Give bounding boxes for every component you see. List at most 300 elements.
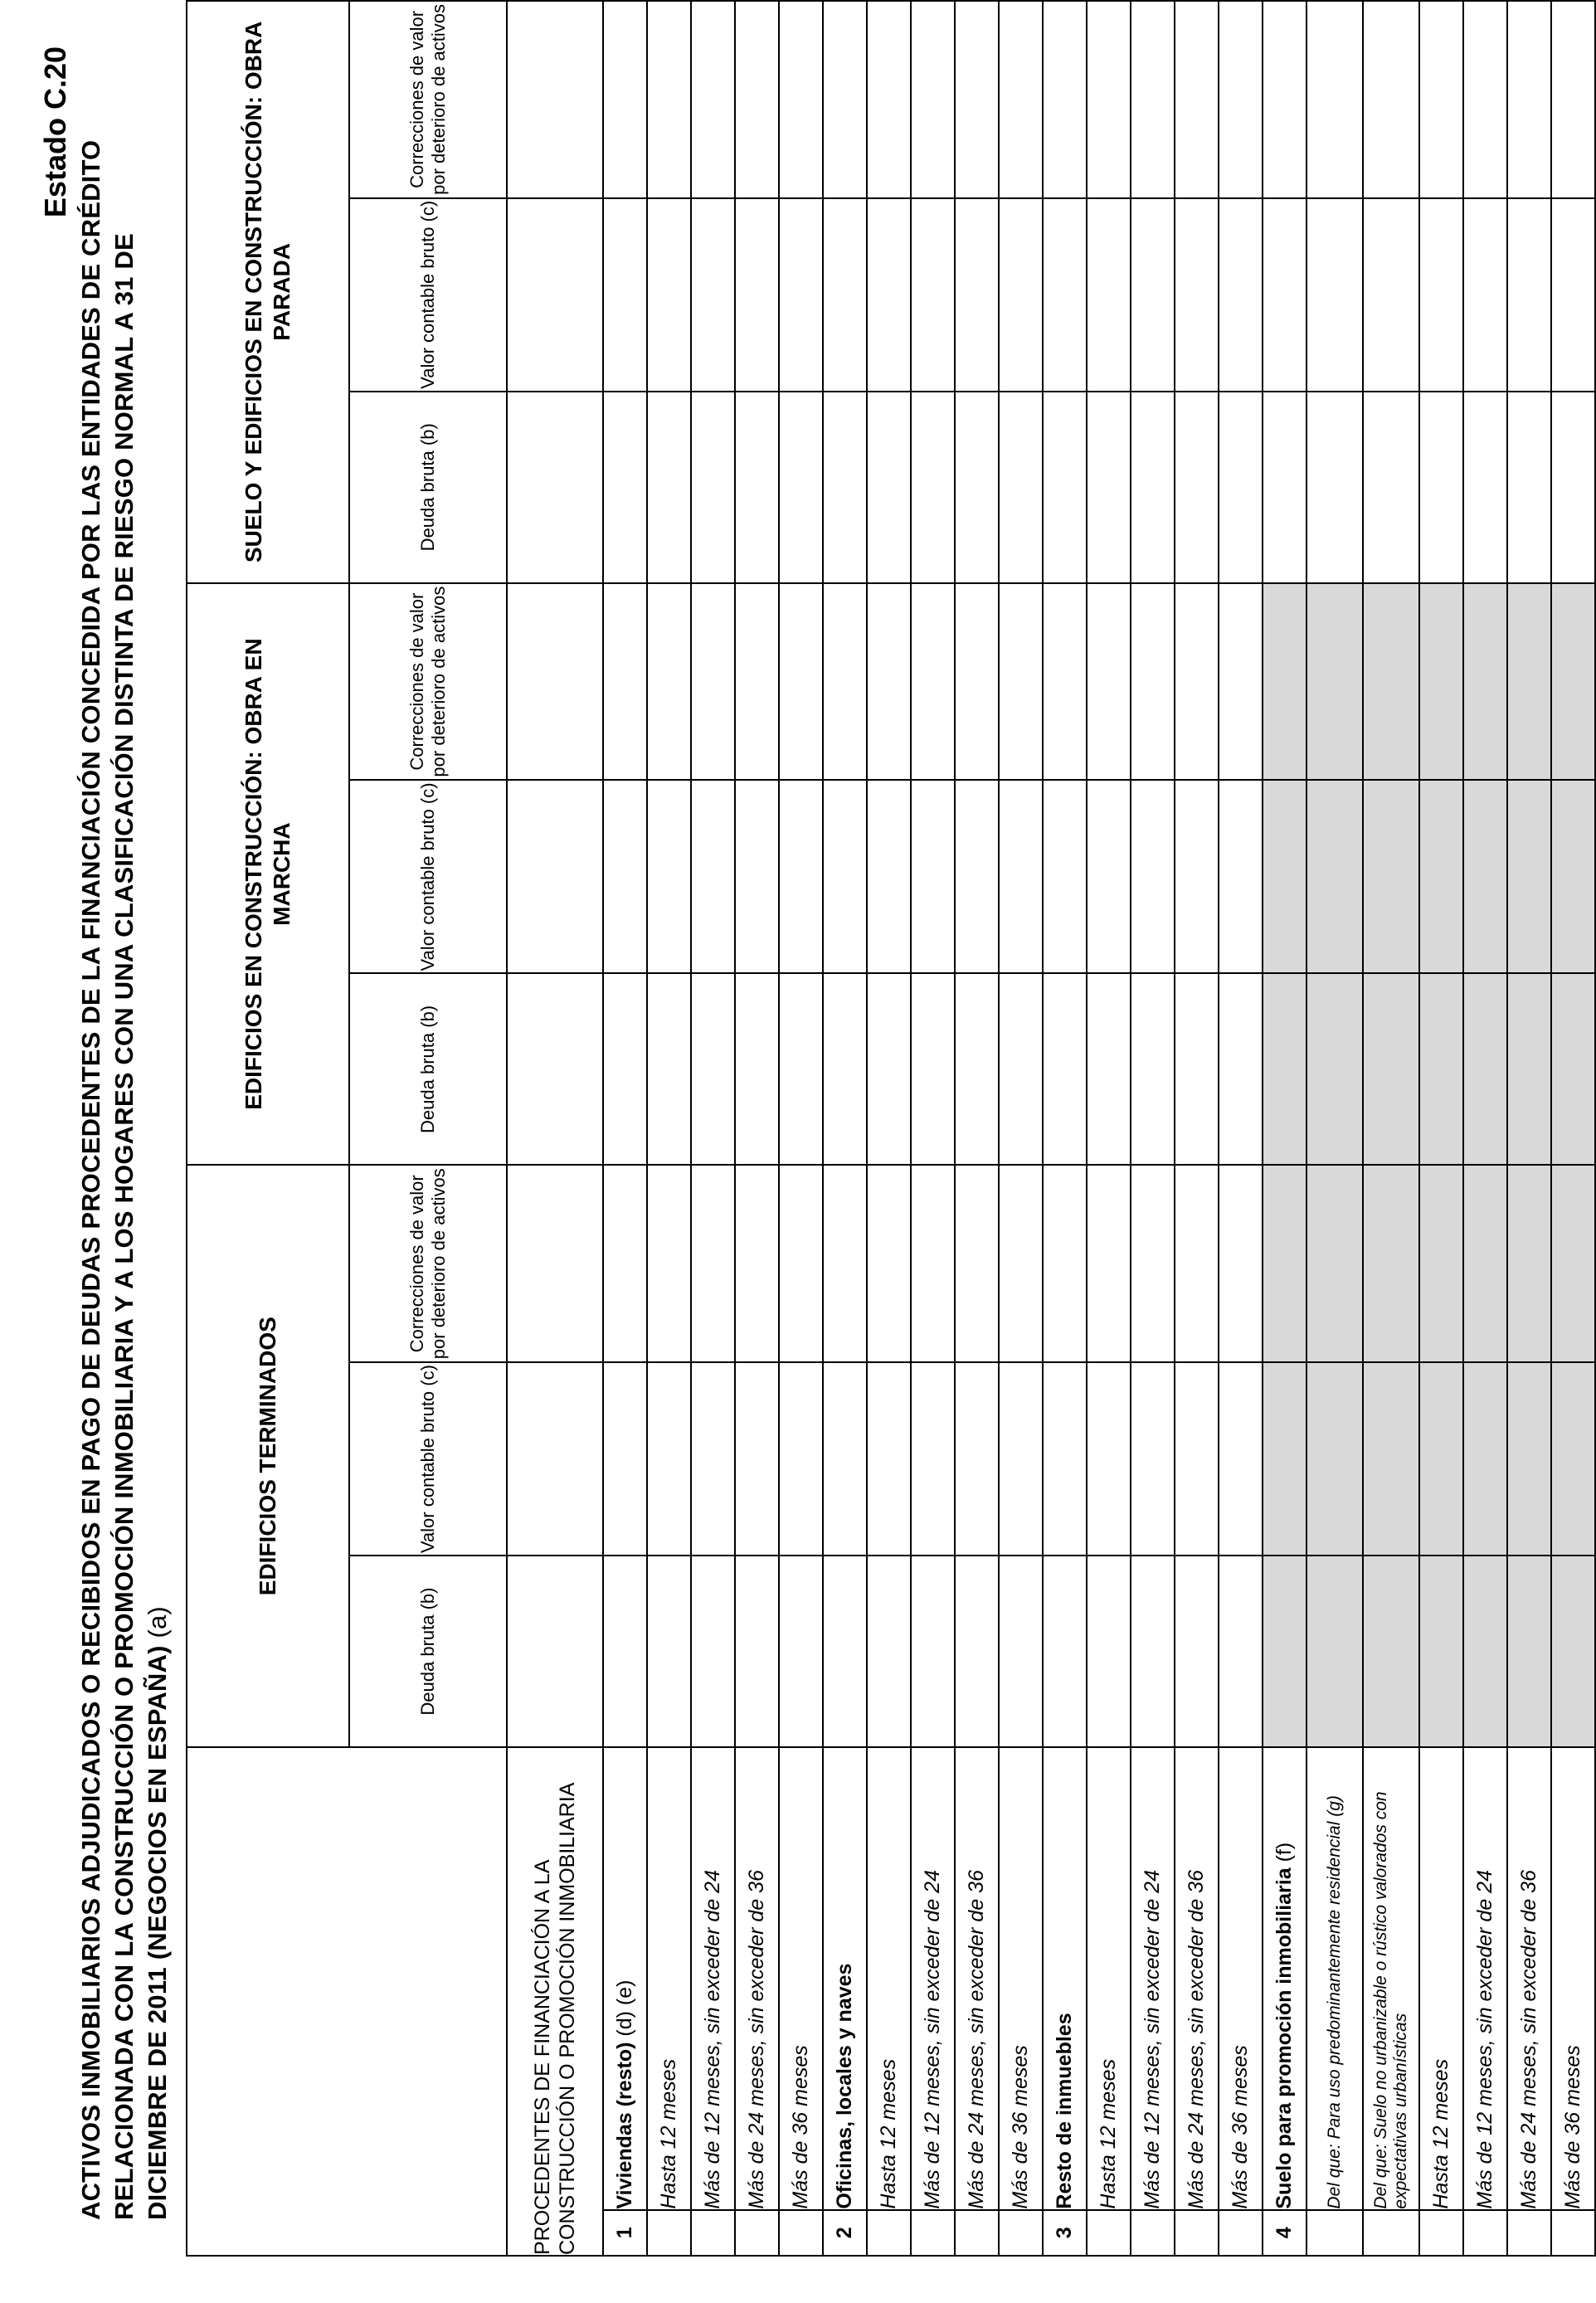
value-cell[interactable] bbox=[1219, 973, 1263, 1165]
value-cell[interactable] bbox=[999, 1362, 1043, 1556]
value-cell[interactable] bbox=[1463, 1362, 1507, 1556]
value-cell[interactable] bbox=[1087, 1, 1131, 198]
section-note: (d) (e) bbox=[613, 1979, 636, 2037]
value-cell[interactable] bbox=[507, 1, 603, 198]
value-cell[interactable] bbox=[955, 1556, 999, 1747]
row-label: Más de 12 meses, sin exceder de 24 bbox=[691, 1747, 735, 2210]
value-cell[interactable] bbox=[507, 1556, 603, 1747]
value-cell[interactable] bbox=[1263, 1165, 1306, 1362]
value-cell[interactable] bbox=[1175, 1362, 1219, 1556]
row-number bbox=[999, 2210, 1043, 2256]
table-row bbox=[1306, 1, 1363, 2256]
value-cell[interactable] bbox=[1507, 392, 1551, 583]
value-cell[interactable] bbox=[1263, 780, 1306, 973]
value-cell[interactable] bbox=[867, 1362, 911, 1556]
value-cell[interactable] bbox=[691, 1165, 735, 1362]
row-number bbox=[779, 2210, 823, 2256]
column-header: Correcciones de valor por deterioro de activos bbox=[349, 583, 507, 781]
title-main: ACTIVOS INMOBILIARIOS ADJUDICADOS O RECIBIDOS EN PAGO DE DEUDAS PROCEDENTES DE LA FINANCIACIÓN CONCEDIDA POR LAS ENTIDADES DE CRÉDITO RELACIONADA CON LA CONSTRUCCIÓN O PROMOCIÓN INMOBILIARIA Y A LOS HOGARES CON UNA CLASIFICACIÓN DISTINTA DE RIESGO NORMAL A 31 DE DICIEMBRE DE 2011 (NEGOCIOS EN ESPAÑA) bbox=[76, 139, 172, 2220]
value-cell[interactable] bbox=[1219, 780, 1263, 973]
row-label: Hasta 12 meses bbox=[1087, 1747, 1131, 2210]
value-cell[interactable] bbox=[999, 780, 1043, 973]
table-row bbox=[911, 1, 955, 2256]
value-cell[interactable] bbox=[955, 1362, 999, 1556]
value-cell[interactable] bbox=[1306, 1165, 1363, 1362]
table-row bbox=[999, 1, 1043, 2256]
value-cell[interactable] bbox=[1043, 392, 1087, 583]
value-cell[interactable] bbox=[1363, 1556, 1419, 1747]
value-cell[interactable] bbox=[1507, 1, 1551, 198]
value-cell[interactable] bbox=[1507, 583, 1551, 781]
value-cell[interactable] bbox=[1551, 973, 1595, 1165]
row-label: Hasta 12 meses bbox=[647, 1747, 691, 2210]
value-cell[interactable] bbox=[1087, 198, 1131, 392]
group-header: EDIFICIOS TERMINADOS bbox=[187, 1165, 349, 1747]
value-cell[interactable] bbox=[1463, 198, 1507, 392]
row-number bbox=[955, 2210, 999, 2256]
value-cell[interactable] bbox=[1551, 198, 1595, 392]
value-cell[interactable] bbox=[1131, 583, 1175, 781]
table-row bbox=[691, 1, 735, 2256]
value-cell[interactable] bbox=[1419, 1165, 1463, 1362]
column-header: Deuda bruta (b) bbox=[349, 392, 507, 583]
value-cell[interactable] bbox=[603, 392, 647, 583]
value-cell[interactable] bbox=[867, 973, 911, 1165]
row-label: PROCEDENTES DE FINANCIACIÓN A LA CONSTRUCCIÓN O PROMOCIÓN INMOBILIARIA bbox=[507, 1747, 603, 2256]
row-number bbox=[911, 2210, 955, 2256]
row-label bbox=[1263, 1747, 1306, 2210]
value-cell[interactable] bbox=[1087, 1362, 1131, 1556]
value-cell[interactable] bbox=[1087, 1165, 1131, 1362]
value-cell[interactable] bbox=[1419, 583, 1463, 781]
value-cell[interactable] bbox=[1219, 392, 1263, 583]
value-cell[interactable] bbox=[955, 780, 999, 973]
value-cell[interactable] bbox=[735, 1556, 779, 1747]
value-cell[interactable] bbox=[691, 1362, 735, 1556]
group-header: EDIFICIOS EN CONSTRUCCIÓN: OBRA EN MARCHA bbox=[187, 583, 349, 1166]
value-cell[interactable] bbox=[955, 1, 999, 198]
value-cell[interactable] bbox=[1219, 1165, 1263, 1362]
value-cell[interactable] bbox=[603, 780, 647, 973]
value-cell[interactable] bbox=[1306, 1556, 1363, 1747]
section-label: Suelo para promoción inmobiliaria bbox=[1272, 1867, 1296, 2209]
value-cell[interactable] bbox=[867, 780, 911, 973]
value-cell[interactable] bbox=[911, 973, 955, 1165]
row-number: 3 bbox=[1043, 2210, 1087, 2256]
value-cell[interactable] bbox=[1463, 392, 1507, 583]
table-row bbox=[867, 1, 911, 2256]
value-cell[interactable] bbox=[603, 583, 647, 781]
value-cell[interactable] bbox=[507, 1362, 603, 1556]
row-number bbox=[867, 2210, 911, 2256]
row-label: Más de 12 meses, sin exceder de 24 bbox=[1131, 1747, 1175, 2210]
value-cell[interactable] bbox=[691, 583, 735, 781]
value-cell[interactable] bbox=[1087, 392, 1131, 583]
value-cell[interactable] bbox=[647, 583, 691, 781]
value-cell[interactable] bbox=[691, 1, 735, 198]
value-cell[interactable] bbox=[1087, 780, 1131, 973]
row-number bbox=[1087, 2210, 1131, 2256]
value-cell[interactable] bbox=[911, 1362, 955, 1556]
value-cell[interactable] bbox=[823, 1165, 867, 1362]
value-cell[interactable] bbox=[647, 1, 691, 198]
value-cell[interactable] bbox=[1363, 392, 1419, 583]
value-cell[interactable] bbox=[1507, 780, 1551, 973]
value-cell[interactable] bbox=[1263, 1556, 1306, 1747]
row-label: Del que: Para uso predominantemente residencial (g) bbox=[1306, 1747, 1363, 2210]
value-cell[interactable] bbox=[603, 1556, 647, 1747]
table-row bbox=[1551, 1, 1595, 2256]
row-label: Más de 24 meses, sin exceder de 36 bbox=[1507, 1747, 1551, 2210]
value-cell[interactable] bbox=[1551, 583, 1595, 781]
row-label: Más de 36 meses bbox=[779, 1747, 823, 2210]
value-cell[interactable] bbox=[1175, 198, 1219, 392]
value-cell[interactable] bbox=[779, 583, 823, 781]
value-cell[interactable] bbox=[1419, 1362, 1463, 1556]
value-cell[interactable] bbox=[999, 973, 1043, 1165]
table-row bbox=[955, 1, 999, 2256]
table-row bbox=[735, 1, 779, 2256]
value-cell[interactable] bbox=[1043, 1362, 1087, 1556]
table-row bbox=[1175, 1, 1219, 2256]
value-cell[interactable] bbox=[1263, 1, 1306, 198]
column-header: Correcciones de valor por deterioro de activos bbox=[349, 1, 507, 198]
value-cell[interactable] bbox=[999, 583, 1043, 781]
value-cell[interactable] bbox=[1043, 1556, 1087, 1747]
table-row bbox=[823, 1, 867, 2256]
title-note: (a) bbox=[143, 1606, 172, 1638]
value-cell[interactable] bbox=[911, 1165, 955, 1362]
row-label: Más de 36 meses bbox=[1551, 1747, 1595, 2210]
value-cell[interactable] bbox=[1219, 1556, 1263, 1747]
value-cell[interactable] bbox=[507, 1165, 603, 1362]
value-cell[interactable] bbox=[867, 392, 911, 583]
value-cell[interactable] bbox=[1507, 1165, 1551, 1362]
value-cell[interactable] bbox=[735, 973, 779, 1165]
value-cell[interactable] bbox=[735, 1, 779, 198]
value-cell[interactable] bbox=[1219, 1362, 1263, 1556]
value-cell[interactable] bbox=[1507, 973, 1551, 1165]
value-cell[interactable] bbox=[823, 1556, 867, 1747]
value-cell[interactable] bbox=[1175, 780, 1219, 973]
value-cell[interactable] bbox=[1306, 198, 1363, 392]
value-cell[interactable] bbox=[1087, 1556, 1131, 1747]
section-label: Viviendas (resto) bbox=[613, 2042, 636, 2209]
row-label: Hasta 12 meses bbox=[867, 1747, 911, 2210]
value-cell[interactable] bbox=[1551, 392, 1595, 583]
value-cell[interactable] bbox=[735, 583, 779, 781]
value-cell[interactable] bbox=[603, 1165, 647, 1362]
value-cell[interactable] bbox=[1175, 1165, 1219, 1362]
value-cell[interactable] bbox=[911, 198, 955, 392]
value-cell[interactable] bbox=[1131, 973, 1175, 1165]
value-cell[interactable] bbox=[1175, 973, 1219, 1165]
value-cell[interactable] bbox=[1363, 198, 1419, 392]
table-row bbox=[1419, 1, 1463, 2256]
row-label: Más de 24 meses, sin exceder de 36 bbox=[1175, 1747, 1219, 2210]
value-cell[interactable] bbox=[1551, 1, 1595, 198]
value-cell[interactable] bbox=[603, 973, 647, 1165]
row-label bbox=[1043, 1747, 1087, 2210]
value-cell[interactable] bbox=[911, 583, 955, 781]
row-number bbox=[647, 2210, 691, 2256]
table-row bbox=[779, 1, 823, 2256]
value-cell[interactable] bbox=[779, 392, 823, 583]
value-cell[interactable] bbox=[911, 780, 955, 973]
value-cell[interactable] bbox=[867, 1, 911, 198]
table-row bbox=[1043, 1, 1087, 2256]
value-cell[interactable] bbox=[1463, 780, 1507, 973]
value-cell[interactable] bbox=[1419, 198, 1463, 392]
row-label: Más de 36 meses bbox=[999, 1747, 1043, 2210]
value-cell[interactable] bbox=[691, 392, 735, 583]
value-cell[interactable] bbox=[603, 1362, 647, 1556]
value-cell[interactable] bbox=[1419, 1, 1463, 198]
value-cell[interactable] bbox=[1306, 780, 1363, 973]
table-row bbox=[1131, 1, 1175, 2256]
table-body bbox=[507, 1, 1595, 2256]
value-cell[interactable] bbox=[1463, 1556, 1507, 1747]
value-cell[interactable] bbox=[823, 1362, 867, 1556]
value-cell[interactable] bbox=[647, 1362, 691, 1556]
data-table bbox=[186, 0, 1596, 2257]
table-row bbox=[1263, 1, 1306, 2256]
value-cell[interactable] bbox=[1306, 1, 1363, 198]
value-cell[interactable] bbox=[1507, 1362, 1551, 1556]
value-cell[interactable] bbox=[1507, 1556, 1551, 1747]
table-row bbox=[1087, 1, 1131, 2256]
value-cell[interactable] bbox=[1551, 780, 1595, 973]
row-label: Del que: Suelo no urbanizable o rústico valorados con expectativas urbanísticas bbox=[1363, 1747, 1419, 2210]
value-cell[interactable] bbox=[1131, 1556, 1175, 1747]
row-number bbox=[1306, 2210, 1363, 2256]
value-cell[interactable] bbox=[1131, 1, 1175, 198]
value-cell[interactable] bbox=[1463, 1165, 1507, 1362]
table-row bbox=[1507, 1, 1551, 2256]
row-number bbox=[1363, 2210, 1419, 2256]
value-cell[interactable] bbox=[1043, 973, 1087, 1165]
value-cell[interactable] bbox=[735, 1362, 779, 1556]
row-number bbox=[691, 2210, 735, 2256]
value-cell[interactable] bbox=[955, 973, 999, 1165]
value-cell[interactable] bbox=[1131, 198, 1175, 392]
value-cell[interactable] bbox=[1463, 1, 1507, 198]
value-cell[interactable] bbox=[911, 1, 955, 198]
column-header: Deuda bruta (b) bbox=[349, 973, 507, 1165]
value-cell[interactable] bbox=[1263, 583, 1306, 781]
value-cell[interactable] bbox=[647, 1556, 691, 1747]
row-number bbox=[1507, 2210, 1551, 2256]
value-cell[interactable] bbox=[999, 1, 1043, 198]
value-cell[interactable] bbox=[1463, 583, 1507, 781]
group-header: SUELO Y EDIFICIOS EN CONSTRUCCIÓN: OBRA PARADA bbox=[187, 1, 349, 583]
value-cell[interactable] bbox=[1175, 1, 1219, 198]
section-label: Oficinas, locales y naves bbox=[833, 1963, 856, 2209]
value-cell[interactable] bbox=[1043, 583, 1087, 781]
value-cell[interactable] bbox=[955, 198, 999, 392]
column-header: Correcciones de valor por deterioro de activos bbox=[349, 1165, 507, 1362]
value-cell[interactable] bbox=[1306, 392, 1363, 583]
table-row bbox=[603, 1, 647, 2256]
value-cell[interactable] bbox=[647, 1165, 691, 1362]
table-row bbox=[1463, 1, 1507, 2256]
value-cell[interactable] bbox=[999, 392, 1043, 583]
value-cell[interactable] bbox=[1363, 1362, 1419, 1556]
value-cell[interactable] bbox=[867, 1556, 911, 1747]
value-cell[interactable] bbox=[823, 392, 867, 583]
value-cell[interactable] bbox=[1306, 583, 1363, 781]
value-cell[interactable] bbox=[1043, 1, 1087, 198]
value-cell[interactable] bbox=[779, 973, 823, 1165]
value-cell[interactable] bbox=[603, 1, 647, 198]
value-cell[interactable] bbox=[1463, 973, 1507, 1165]
row-label: Hasta 12 meses bbox=[1419, 1747, 1463, 2210]
value-cell[interactable] bbox=[867, 1165, 911, 1362]
value-cell[interactable] bbox=[999, 1556, 1043, 1747]
value-cell[interactable] bbox=[647, 392, 691, 583]
value-cell[interactable] bbox=[647, 198, 691, 392]
column-header: Valor contable bruto (c) bbox=[349, 198, 507, 392]
value-cell[interactable] bbox=[955, 392, 999, 583]
row-label bbox=[603, 1747, 647, 2210]
value-cell[interactable] bbox=[867, 583, 911, 781]
value-cell[interactable] bbox=[1363, 973, 1419, 1165]
row-number bbox=[1131, 2210, 1175, 2256]
value-cell[interactable] bbox=[911, 1556, 955, 1747]
row-number: 2 bbox=[823, 2210, 867, 2256]
value-cell[interactable] bbox=[1419, 780, 1463, 973]
value-cell[interactable] bbox=[779, 198, 823, 392]
value-cell[interactable] bbox=[1363, 583, 1419, 781]
value-cell[interactable] bbox=[691, 1556, 735, 1747]
value-cell[interactable] bbox=[911, 392, 955, 583]
value-cell[interactable] bbox=[735, 392, 779, 583]
value-cell[interactable] bbox=[1363, 1, 1419, 198]
value-cell[interactable] bbox=[1419, 1556, 1463, 1747]
value-cell[interactable] bbox=[735, 198, 779, 392]
row-number bbox=[1419, 2210, 1463, 2256]
value-cell[interactable] bbox=[1419, 973, 1463, 1165]
value-cell[interactable] bbox=[779, 780, 823, 973]
value-cell[interactable] bbox=[1419, 392, 1463, 583]
row-number bbox=[1463, 2210, 1507, 2256]
section-note: (f) bbox=[1272, 1842, 1296, 1862]
value-cell[interactable] bbox=[603, 198, 647, 392]
value-cell[interactable] bbox=[1363, 1165, 1419, 1362]
value-cell[interactable] bbox=[1131, 780, 1175, 973]
value-cell[interactable] bbox=[823, 1, 867, 198]
row-number bbox=[735, 2210, 779, 2256]
value-cell[interactable] bbox=[507, 973, 603, 1165]
header-corner bbox=[187, 1747, 507, 2256]
row-label: Más de 12 meses, sin exceder de 24 bbox=[911, 1747, 955, 2210]
value-cell[interactable] bbox=[1551, 1556, 1595, 1747]
value-cell[interactable] bbox=[999, 198, 1043, 392]
value-cell[interactable] bbox=[779, 1165, 823, 1362]
value-cell[interactable] bbox=[1087, 973, 1131, 1165]
value-cell[interactable] bbox=[955, 583, 999, 781]
value-cell[interactable] bbox=[1043, 1165, 1087, 1362]
value-cell[interactable] bbox=[1175, 1556, 1219, 1747]
value-cell[interactable] bbox=[779, 1362, 823, 1556]
value-cell[interactable] bbox=[1263, 392, 1306, 583]
value-cell[interactable] bbox=[1219, 583, 1263, 781]
value-cell[interactable] bbox=[1306, 973, 1363, 1165]
value-cell[interactable] bbox=[999, 1165, 1043, 1362]
value-cell[interactable] bbox=[735, 780, 779, 973]
value-cell[interactable] bbox=[507, 583, 603, 781]
row-number: 4 bbox=[1263, 2210, 1306, 2256]
value-cell[interactable] bbox=[691, 973, 735, 1165]
value-cell[interactable] bbox=[1043, 198, 1087, 392]
value-cell[interactable] bbox=[1131, 1362, 1175, 1556]
value-cell[interactable] bbox=[735, 1165, 779, 1362]
value-cell[interactable] bbox=[1363, 780, 1419, 973]
row-number: 1 bbox=[603, 2210, 647, 2256]
row-label: Más de 36 meses bbox=[1219, 1747, 1263, 2210]
value-cell[interactable] bbox=[1175, 392, 1219, 583]
value-cell[interactable] bbox=[647, 780, 691, 973]
row-number bbox=[1219, 2210, 1263, 2256]
value-cell[interactable] bbox=[1306, 1362, 1363, 1556]
value-cell[interactable] bbox=[955, 1165, 999, 1362]
value-cell[interactable] bbox=[823, 973, 867, 1165]
value-cell[interactable] bbox=[1263, 1362, 1306, 1556]
value-cell[interactable] bbox=[867, 198, 911, 392]
statement-code: Estado C.20 bbox=[38, 46, 72, 218]
value-cell[interactable] bbox=[1043, 780, 1087, 973]
value-cell[interactable] bbox=[1131, 1165, 1175, 1362]
table-row bbox=[1219, 1, 1263, 2256]
value-cell[interactable] bbox=[823, 780, 867, 973]
value-cell[interactable] bbox=[1551, 1165, 1595, 1362]
value-cell[interactable] bbox=[647, 973, 691, 1165]
value-cell[interactable] bbox=[1219, 198, 1263, 392]
value-cell[interactable] bbox=[779, 1556, 823, 1747]
column-header: Deuda bruta (b) bbox=[349, 1556, 507, 1747]
value-cell[interactable] bbox=[1263, 973, 1306, 1165]
value-cell[interactable] bbox=[1219, 1, 1263, 198]
value-cell[interactable] bbox=[1551, 1362, 1595, 1556]
table-row bbox=[507, 1, 603, 2256]
row-label: Más de 12 meses, sin exceder de 24 bbox=[1463, 1747, 1507, 2210]
value-cell[interactable] bbox=[507, 198, 603, 392]
table-row bbox=[647, 1, 691, 2256]
value-cell[interactable] bbox=[507, 780, 603, 973]
row-number bbox=[1551, 2210, 1595, 2256]
value-cell[interactable] bbox=[1087, 583, 1131, 781]
value-cell[interactable] bbox=[1507, 198, 1551, 392]
row-number bbox=[1175, 2210, 1219, 2256]
value-cell[interactable] bbox=[1131, 392, 1175, 583]
column-header: Valor contable bruto (c) bbox=[349, 780, 507, 973]
value-cell[interactable] bbox=[779, 1, 823, 198]
value-cell[interactable] bbox=[507, 392, 603, 583]
section-label: Resto de inmuebles bbox=[1053, 2013, 1076, 2209]
row-label bbox=[823, 1747, 867, 2210]
row-label: Más de 24 meses, sin exceder de 36 bbox=[955, 1747, 999, 2210]
value-cell[interactable] bbox=[823, 198, 867, 392]
table-row bbox=[1363, 1, 1419, 2256]
row-label: Más de 24 meses, sin exceder de 36 bbox=[735, 1747, 779, 2210]
page-title bbox=[75, 96, 174, 2220]
column-header: Valor contable bruto (c) bbox=[349, 1362, 507, 1556]
value-cell[interactable] bbox=[1175, 583, 1219, 781]
value-cell[interactable] bbox=[823, 583, 867, 781]
value-cell[interactable] bbox=[691, 198, 735, 392]
value-cell[interactable] bbox=[691, 780, 735, 973]
value-cell[interactable] bbox=[1263, 198, 1306, 392]
